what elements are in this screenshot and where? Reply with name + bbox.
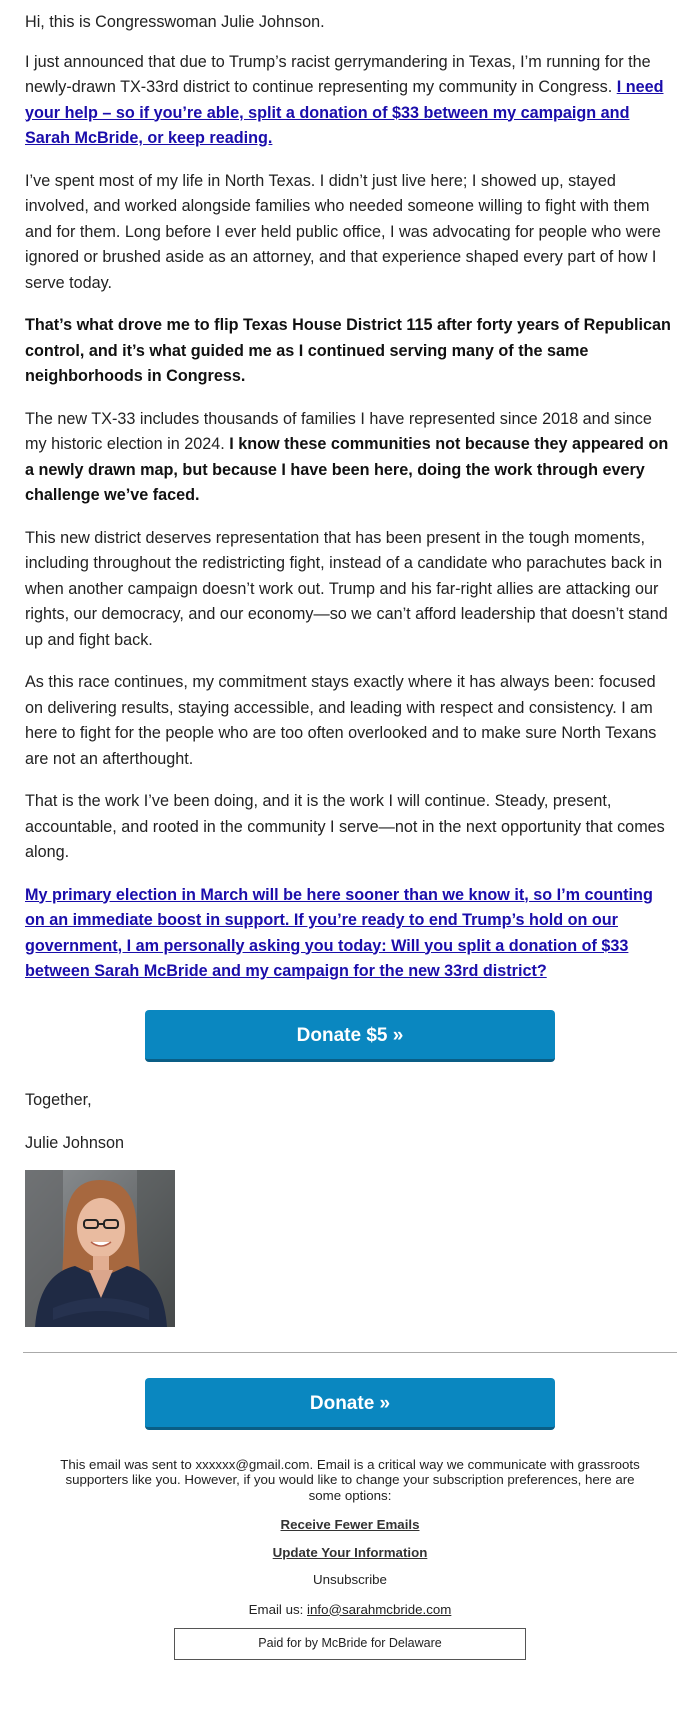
primary-donation-link[interactable]: My primary election in March will be here sooner than we know it, so I’m counting on an immediate boost in support. If you’re ready to end Trump’s hold on our government, I am personally asking you today: Will you split a donation of $33 between Sarah McBride and my campaign for the new 33rd district? [25, 885, 653, 980]
tx33-text: The new TX-33 includes thousands of families I have represented since 2018 and since my historic election in 2024. [25, 409, 652, 453]
background-paragraph: I’ve spent most of my life in North Texas. I didn’t just live here; I showed up, stayed involved, and worked alongside families who needed someone willing to fight with them and for them. Long before I ever held public office, I was advocating for people who were ignored or brushed aside as an attorney, and that experience shaped every part of how I serve today. [25, 171, 661, 292]
commitment-paragraph: As this race continues, my commitment stays exactly where it has always been: focused on delivering results, staying accessible, and leading with respect and consistency. I am here to fight for the people who are too often overlooked and to make sure North Texans are not an afterthought. [25, 673, 657, 768]
donate-5-button[interactable]: Donate $5 » [145, 1010, 555, 1062]
update-information-link[interactable]: Update Your Information [272, 1544, 428, 1560]
split-donation-link[interactable]: I need your help – so if you’re able, split a donation of $33 between my campaign and Sarah McBride, or keep reading. [25, 78, 664, 147]
update-info-row [60, 1545, 640, 1561]
closing: Together, [25, 1090, 92, 1109]
footer-donate-row [0, 1378, 700, 1430]
receive-fewer-emails-link[interactable]: Receive Fewer Emails [280, 1517, 420, 1532]
donate-button[interactable]: Donate » [145, 1378, 555, 1430]
julie-johnson-photo [25, 1170, 175, 1327]
work-paragraph: That is the work I’ve been doing, and it is the work I will continue. Steady, present, accountable, and rooted in the community I serve—not in the next opportunity that comes along. [25, 792, 665, 861]
representation-paragraph: This new district deserves representation that has been present in the tough moments, including throughout the redistricting fight, instead of a candidate who parachutes back in when another campaign doesn’t work out. Trump and his far-right allies are attacking our rights, our democracy, and our economy—so we can’t afford leadership that doesn’t stand up and fight back. [25, 528, 668, 649]
donate-button-row [25, 1010, 675, 1062]
paid-for-disclaimer: Paid for by McBride for Delaware [174, 1628, 526, 1660]
footer [0, 1457, 700, 1660]
district-115-text: That’s what drove me to flip Texas House District 115 after forty years of Republican control, and it’s what guided me as I continued serving many of the same neighborhoods in Congress. [25, 316, 671, 385]
fewer-emails-row [60, 1517, 640, 1533]
greeting: Hi, this is Congresswoman Julie Johnson. [25, 13, 325, 31]
signature: Julie Johnson [25, 1133, 124, 1152]
footer-notice: This email was sent to xxxxxx@gmail.com. Email is a critical way we communicate with grassroots supporters like you. However, if you would like to change your subscription preferences, here are some options: [60, 1456, 640, 1503]
email-us-row [60, 1602, 640, 1618]
email-us-label: Email us: [248, 1601, 304, 1617]
intro-paragraph [25, 50, 675, 152]
tx33-paragraph [25, 407, 675, 509]
unsubscribe-link[interactable]: Unsubscribe [313, 1572, 387, 1587]
district-115-paragraph [25, 313, 675, 390]
tx33-bold-text: I know these communities not because they appeared on a newly drawn map, but because I have been here, doing the work through every challenge we’ve faced. [25, 435, 669, 504]
footer-divider [23, 1352, 677, 1353]
unsubscribe-row [60, 1572, 640, 1588]
contact-email-link[interactable]: info@sarahmcbride.com [307, 1601, 452, 1617]
intro-text: I just announced that due to Trump’s racist gerrymandering in Texas, I’m running for the newly-drawn TX-33rd district to continue representing my community in Congress. [25, 52, 651, 96]
primary-paragraph [25, 883, 675, 985]
